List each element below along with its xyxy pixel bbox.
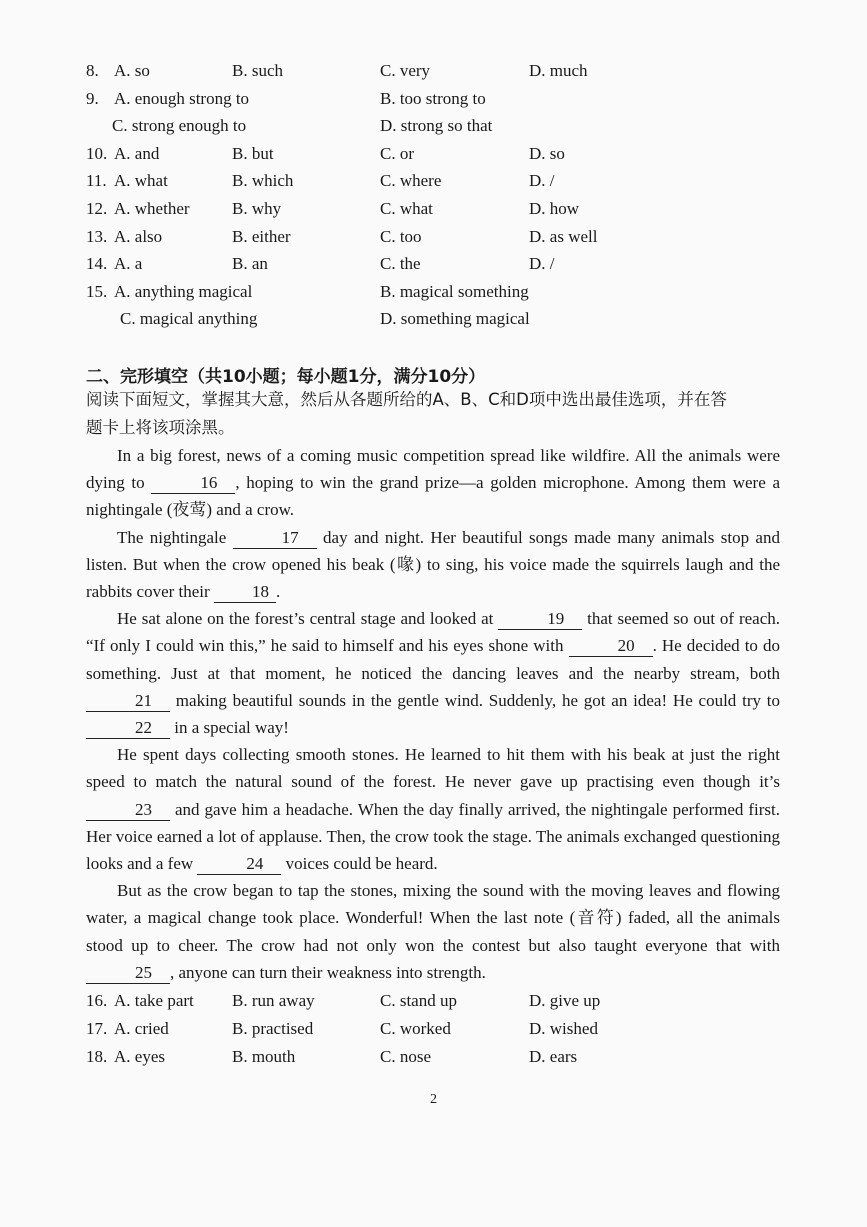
option-c: C. worked <box>380 1019 451 1038</box>
option-d: D. something magical <box>380 309 530 328</box>
option-b: B. mouth <box>232 1047 296 1066</box>
question-8 <box>86 58 786 84</box>
question-18 <box>86 1044 786 1070</box>
option-a: A. cried <box>114 1019 169 1038</box>
option-a: A. so <box>114 61 150 80</box>
option-d: D. how <box>529 199 580 218</box>
question-16 <box>86 988 786 1014</box>
question-12 <box>86 196 786 222</box>
question-number: 17. <box>86 1019 108 1038</box>
option-c: C. stand up <box>380 991 457 1010</box>
question-number: 10. <box>86 144 108 163</box>
question-9 <box>86 86 786 112</box>
option-a: A. enough strong to <box>114 89 250 108</box>
option-c: C. nose <box>380 1047 431 1066</box>
question-number: 15. <box>86 282 108 301</box>
blank-20: 20 <box>569 636 653 657</box>
question-number: 13. <box>86 227 108 246</box>
option-d: D. / <box>529 171 555 190</box>
option-c: C. or <box>380 144 414 163</box>
option-a: A. and <box>114 144 160 163</box>
paragraph-3: He sat alone on the forest’s central stage and looked at 19 that seemed so out of reach. “If only I could win this,” he said to himself and his eyes shone with 20 . He decided to do something. Just at that moment, he noticed the dancing leaves and the nearby stream, both 21 making beautiful sounds in the gentle wind. Suddenly, he got an idea! He could try to 22 in a special way! <box>86 609 781 738</box>
option-c: C. magical anything <box>120 309 258 328</box>
paragraph-1: In a big forest, news of a coming music competition spread like wildfire. All the animals were dying to 16 , hoping to win the grand prize—a golden microphone. Among them were a nightingale (夜莺) and a crow. <box>86 446 780 520</box>
blank-22: 22 <box>86 718 170 739</box>
question-number: 18. <box>86 1047 108 1066</box>
option-b: B. an <box>232 254 268 273</box>
option-d: D. much <box>529 61 588 80</box>
option-b: B. magical something <box>380 282 529 301</box>
blank-17: 17 <box>233 528 317 549</box>
option-b: B. either <box>232 227 291 246</box>
option-a: A. a <box>114 254 143 273</box>
question-14 <box>86 251 786 277</box>
question-number: 8. <box>86 61 99 80</box>
option-b: B. run away <box>232 991 315 1010</box>
question-13 <box>86 224 786 250</box>
option-d: D. wished <box>529 1019 598 1038</box>
question-number: 16. <box>86 991 108 1010</box>
question-number: 9. <box>86 89 99 108</box>
option-a: A. also <box>114 227 163 246</box>
question-11 <box>86 168 786 194</box>
blank-24: 24 <box>197 854 281 875</box>
blank-18: 18 <box>214 582 276 603</box>
page-number: 2 <box>430 1092 437 1107</box>
paragraph-2: The nightingale 17 day and night. Her beautiful songs made many animals stop and listen. But when the crow opened his beak (喙) to sing, his voice made the squirrels laugh and the rabbits cover their 18 . <box>86 527 780 602</box>
section-heading: 二、完形填空（共10小题；每小题1分，满分10分） <box>86 367 486 387</box>
option-b: B. too strong to <box>380 89 486 108</box>
blank-16: 16 <box>151 473 235 494</box>
question-number: 14. <box>86 254 108 273</box>
section-instruction-cont: 题卡上将该项涂黑。 <box>86 418 235 437</box>
option-b: B. practised <box>232 1019 314 1038</box>
option-d: D. / <box>529 254 555 273</box>
question-10 <box>86 141 786 167</box>
option-d: D. as well <box>529 227 598 246</box>
option-d: D. ears <box>529 1047 578 1066</box>
option-c: C. strong enough to <box>112 116 247 135</box>
question-15-line-2 <box>86 306 786 332</box>
option-c: C. the <box>380 254 421 273</box>
option-c: C. very <box>380 61 431 80</box>
section-instruction: 阅读下面短文，掌握其大意，然后从各题所给的A、B、C和D项中选出最佳选项，并在答 <box>86 390 727 409</box>
question-9-line-2 <box>86 113 786 139</box>
question-number: 12. <box>86 199 108 218</box>
cloze-passage <box>86 442 780 986</box>
blank-25: 25 <box>86 963 170 984</box>
paragraph-5: But as the crow began to tap the stones, mixing the sound with the moving leaves and flowing water, a magical change took place. Wonderful! When the last note (音符) faded, all the animals stood up to cheer. The crow had not only won the contest but also taught everyone that with 25 , anyone can turn their weakness into strength. <box>86 881 780 982</box>
option-b: B. but <box>232 144 274 163</box>
option-b: B. such <box>232 61 283 80</box>
option-c: C. what <box>380 199 433 218</box>
option-a: A. anything magical <box>114 282 253 301</box>
blank-19: 19 <box>498 609 582 630</box>
option-a: A. eyes <box>114 1047 165 1066</box>
paragraph-4: He spent days collecting smooth stones. He learned to hit them with his beak at just the right speed to match the natural sound of the forest. He never gave up practising even though it’s 23 and gave him a headache. When the day finally arrived, the nightingale performed first. Her voice earned a lot of applause. Then, the crow took the stage. The animals exchanged questioning looks and a few 24 voices could be heard. <box>86 745 780 874</box>
option-a: A. take part <box>114 991 194 1010</box>
question-15 <box>86 279 786 305</box>
question-number: 11. <box>86 171 107 190</box>
option-d: D. so <box>529 144 565 163</box>
option-b: B. why <box>232 199 282 218</box>
blank-21: 21 <box>86 691 170 712</box>
question-17 <box>86 1016 786 1042</box>
option-b: B. which <box>232 171 294 190</box>
option-a: A. what <box>114 171 168 190</box>
option-d: D. give up <box>529 991 601 1010</box>
option-c: C. too <box>380 227 422 246</box>
option-d: D. strong so that <box>380 116 493 135</box>
option-a: A. whether <box>114 199 190 218</box>
blank-23: 23 <box>86 800 170 821</box>
option-c: C. where <box>380 171 442 190</box>
